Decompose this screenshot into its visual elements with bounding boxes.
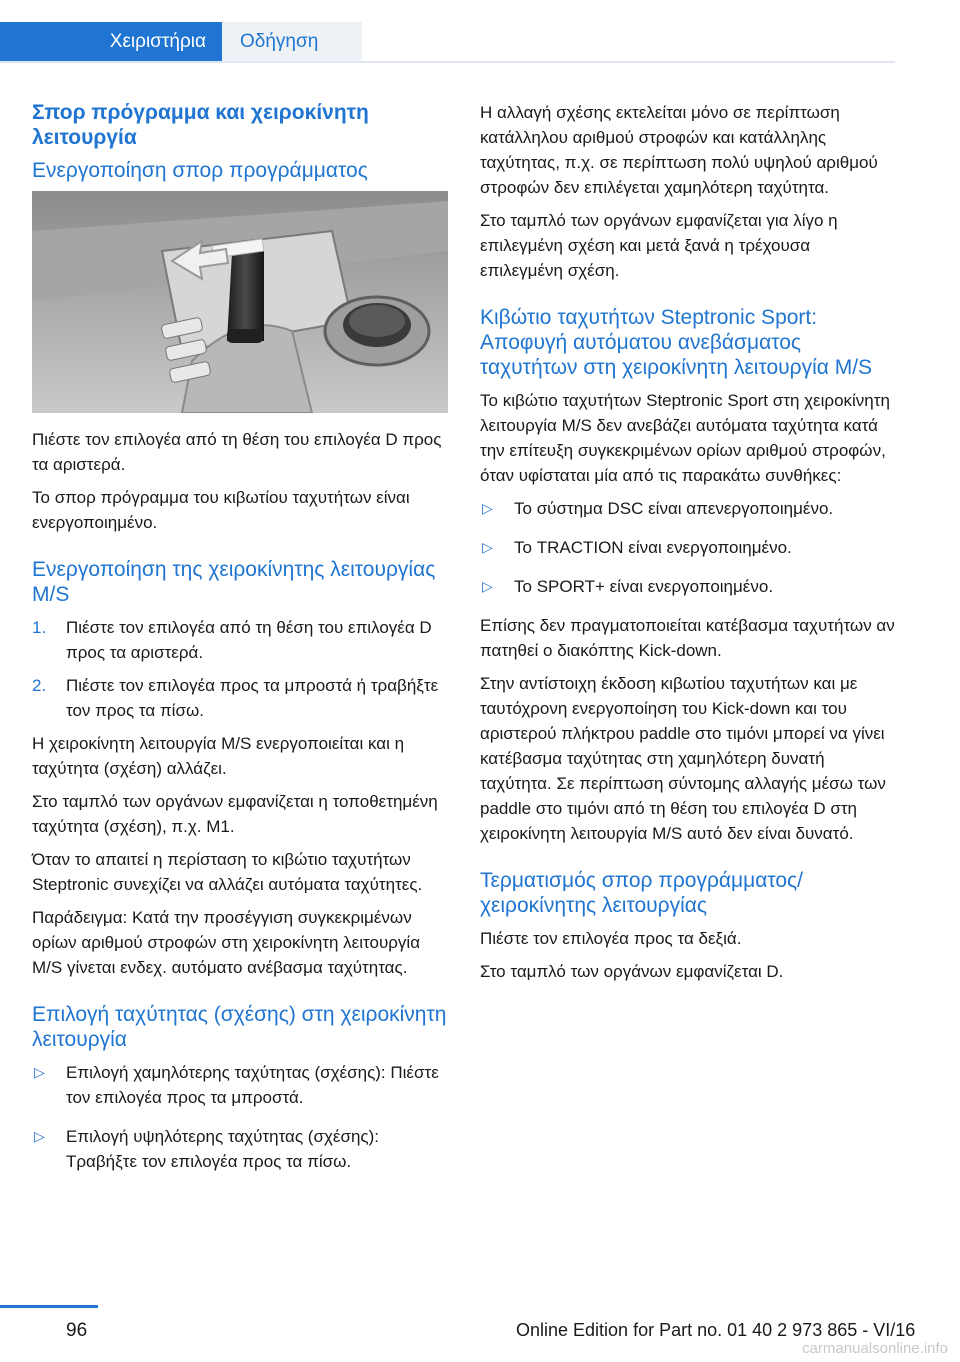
paragraph: Στο ταμπλό των οργάνων εμφανίζεται η τοποθετημένη ταχύτητα (σχέση), π.χ. M1.	[32, 792, 438, 836]
subsection-manual-mode: Ενεργοποίηση της χειροκίνητης λειτουργίας M/S	[32, 558, 436, 606]
bullet-list	[32, 1060, 448, 1174]
bullet-text: Το σύστημα DSC είναι απενεργοποιημένο.	[514, 499, 834, 518]
bullet-text: Επιλογή υψηλότερης ταχύτητας (σχέσης): Τραβήξτε τον επιλογέα προς τα πίσω.	[66, 1127, 379, 1171]
list-item	[480, 496, 896, 521]
step-number: 2.	[32, 676, 47, 695]
numbered-list	[32, 615, 448, 723]
step-text: Πιέστε τον επιλογέα προς τα μπροστά ή τραβήξτε τον προς τα πίσω.	[66, 676, 439, 720]
triangle-bullet-icon: ▷	[482, 500, 493, 516]
subsection-steptronic-sport: Κιβώτιο ταχυτήτων Steptronic Sport: Αποφυγή αυτόματου ανεβάσματος ταχυτήτων στη χειροκίνητη λειτουργία M/S	[480, 306, 873, 379]
list-item	[32, 1060, 448, 1110]
bullet-list	[480, 496, 896, 599]
paragraph: Πιέστε τον επιλογέα προς τα δεξιά.	[480, 929, 742, 948]
paragraph: Στην αντίστοιχη έκδοση κιβωτίου ταχυτήτων και με ταυτόχρονη ενεργοποίηση του Kick-down και του αριστερού πλήκτρου paddle στο τιμόνι μπορεί να γίνει κατέβασμα ταχύτητας στη χαμηλότερη δυνατή ταχύτητα. Σε περίπτωση σύντομης αλλαγής μέσω των paddle στο τιμόνι από τη θέση του επιλογέα D στη χειροκίνητη λειτουργία M/S αυτό δεν είναι δυνατό.	[480, 674, 886, 843]
bullet-text: Το TRACTION είναι ενεργοποιημένο.	[514, 538, 792, 557]
list-item	[480, 535, 896, 560]
gear-selector-photo	[32, 191, 448, 413]
subsection-sport-program: Ενεργοποίηση σπορ προγράμματος	[32, 159, 368, 182]
paragraph: Το κιβώτιο ταχυτήτων Steptronic Sport στη χειροκίνητη λειτουργία M/S δεν ανεβάζει αυτόματα ταχύτητα κατά την επίτευξη συγκεκριμένων ορίων αριθμού στροφών, όταν υφίσταται μία από τις παρακάτω συνθήκες:	[480, 391, 890, 485]
watermark: carmanualsonline.info	[802, 1340, 948, 1357]
page-number: 96	[66, 1320, 88, 1341]
list-item	[32, 673, 448, 723]
step-text: Πιέστε τον επιλογέα από τη θέση του επιλογέα D προς τα αριστερά.	[66, 618, 432, 662]
triangle-bullet-icon: ▷	[34, 1064, 45, 1080]
tab-driving[interactable]: Οδήγηση	[222, 22, 362, 61]
paragraph: Παράδειγμα: Κατά την προσέγγιση συγκεκριμένων ορίων αριθμού στροφών στη χειροκίνητη λειτουργία M/S γίνεται ενδεχ. αυτόματο ανέβασμα ταχύτητας.	[32, 908, 421, 977]
section-title: Σπορ πρόγραμμα και χειροκίνητη λειτουργία	[32, 101, 369, 149]
edition-note: Online Edition for Part no. 01 40 2 973 865 - VI/16	[516, 1320, 916, 1340]
list-item	[32, 1124, 448, 1174]
paragraph: Το σπορ πρόγραμμα του κιβωτίου ταχυτήτων είναι ενεργοποιημένο.	[32, 488, 410, 532]
paragraph: Πιέστε τον επιλογέα από τη θέση του επιλογέα D προς τα αριστερά.	[32, 430, 442, 474]
step-number: 1.	[32, 618, 47, 637]
paragraph: Η αλλαγή σχέσης εκτελείται μόνο σε περίπτωση κατάλληλου αριθμού στροφών και κατάλληλης ταχύτητας, π.χ. σε περίπτωση πολύ υψηλού αριθμού στροφών δεν επιλέγεται χαμηλότερη ταχύτητα.	[480, 103, 878, 197]
chapter-tab-bar	[0, 0, 895, 63]
triangle-bullet-icon: ▷	[482, 578, 493, 594]
triangle-bullet-icon: ▷	[482, 539, 493, 555]
subsection-terminate: Τερματισμός σπορ προγράμματος/ χειροκίνητης λειτουργίας	[480, 869, 804, 917]
list-item	[32, 615, 448, 665]
paragraph: Στο ταμπλό των οργάνων εμφανίζεται D.	[480, 962, 784, 981]
bullet-text: Επιλογή χαμηλότερης ταχύτητας (σχέσης): Πιέστε τον επιλογέα προς τα μπροστά.	[66, 1063, 439, 1107]
bullet-text: Το SPORT+ είναι ενεργοποιημένο.	[514, 577, 774, 596]
right-column	[480, 100, 896, 992]
paragraph: Όταν το απαιτεί η περίσταση το κιβώτιο ταχυτήτων Steptronic συνεχίζει να αλλάζει αυτόματα ταχύτητες.	[32, 850, 423, 894]
paragraph: Στο ταμπλό των οργάνων εμφανίζεται για λίγο η επιλεγμένη σχέση και μετά ξανά η τρέχουσα επιλεγμένη σχέση.	[480, 211, 838, 280]
tab-controls[interactable]: Χειριστήρια	[0, 22, 222, 61]
left-column	[32, 100, 448, 1188]
subsection-gear-selection: Επιλογή ταχύτητας (σχέσης) στη χειροκίνητη λειτουργία	[32, 1003, 447, 1051]
paragraph: Επίσης δεν πραγματοποιείται κατέβασμα ταχυτήτων αν πατηθεί ο διακόπτης Kick-down.	[480, 616, 895, 660]
list-item	[480, 574, 896, 599]
triangle-bullet-icon: ▷	[34, 1128, 45, 1144]
footer-accent-bar	[0, 1305, 98, 1308]
paragraph: Η χειροκίνητη λειτουργία M/S ενεργοποιείται και η ταχύτητα (σχέση) αλλάζει.	[32, 734, 405, 778]
